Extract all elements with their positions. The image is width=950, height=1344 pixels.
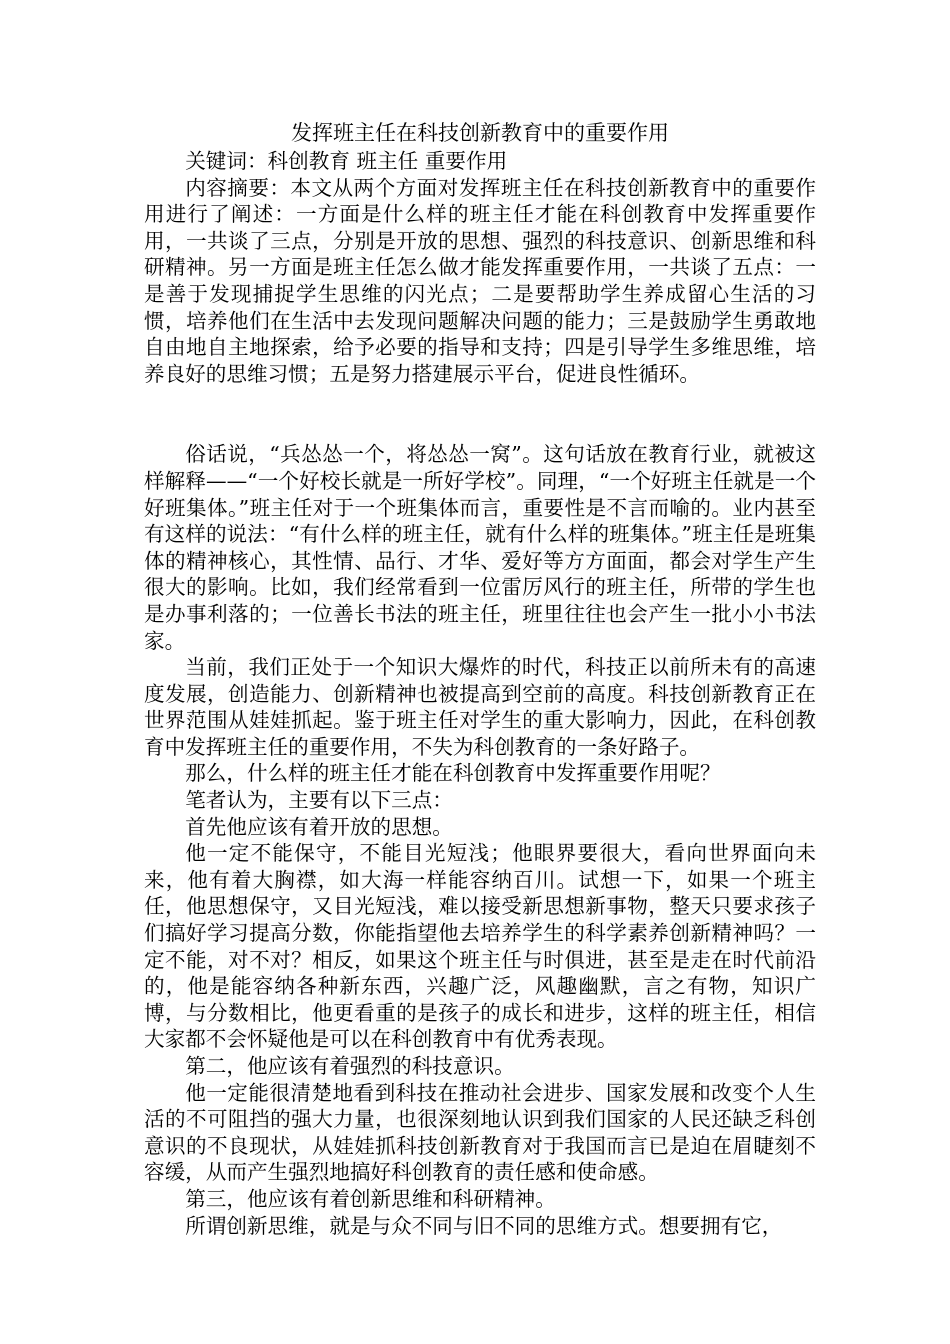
body-paragraph: 首先他应该有着开放的思想。: [185, 814, 453, 839]
body-paragraph: 他一定不能保守，不能目光短浅；他眼界要很大，看向世界面向未来，他有着大胸襟，如大海一样能容纳百川。试想一下，如果一个班主任，他思想保守，又目光短浅，难以接受新思想新事物，整天只要求孩子们搞好学习提高分数，你能指望他去培养学生的科学素养创新精神吗？一定不能，对不对？相反，如果这个班主任与时俱进，甚至是走在时代前沿的，他是能容纳各种新东西，兴趣广泛，风趣幽默，言之有物，知识广博，与分数相比，他更看重的是孩子的成长和进步，这样的班主任，相信大家都不会怀疑他是可以在科创教育中有优秀表现。: [144, 841, 816, 1052]
body-paragraph: 第二，他应该有着强烈的科技意识。: [185, 1054, 515, 1078]
body-paragraph: 那么，什么样的班主任才能在科创教育中发挥重要作用呢？: [185, 761, 721, 786]
body-paragraph: 笔者认为，主要有以下三点：: [185, 788, 453, 813]
abstract-paragraph: 内容摘要：本文从两个方面对发挥班主任在科技创新教育中的重要作用进行了阐述：一方面是什么样的班主任才能在科创教育中发挥重要作用，一共谈了三点，分别是开放的思想、强烈的科技意识、创新思维和科研精神。另一方面是班主任怎么做才能发挥重要作用，一共谈了五点：一是善于发现捕捉学生思维的闪光点；二是要帮助学生养成留心生活的习惯，培养他们在生活中去发现问题解决问题的能力；三是鼓励学生勇敢地自由地自主地探索，给予必要的指导和支持；四是引导学生多维思维，培养良好的思维习惯；五是努力搭建展示平台，促进良性循环。: [144, 175, 816, 386]
document-page: [144, 118, 816, 1239]
document-title: 发挥班主任在科技创新教育中的重要作用: [291, 121, 669, 145]
keywords-line: 关键词：科创教育 班主任 重要作用: [185, 149, 508, 173]
body-paragraph: 第三，他应该有着创新思维和科研精神。: [185, 1186, 556, 1211]
section-gap: [144, 387, 816, 441]
body-paragraph: 所谓创新思维，就是与众不同与旧不同的思维方式。想要拥有它，: [185, 1213, 783, 1238]
body-paragraph: 他一定能很清楚地看到科技在推动社会进步、国家发展和改变个人生活的不可阻挡的强大力量，也很深刻地认识到我们国家的人民还缺乏科创意识的不良现状，从娃娃抓科技创新教育对于我国而言已是迫在眉睫刻不容缓，从而产生强烈地搞好科创教育的责任感和使命感。: [144, 1080, 816, 1185]
body-paragraph: 俗话说，“兵怂怂一个，将怂怂一窝”。这句话放在教育行业，就被这样解释——“一个好校长就是一所好学校”。同理，“一个好班主任就是一个好班集体。”班主任对于一个班集体而言，重要性是不言而喻的。业内甚至有这样的说法：“有什么样的班主任，就有什么样的班集体。”班主任是班集体的精神核心，其性情、品行、才华、爱好等方方面面，都会对学生产生很大的影响。比如，我们经常看到一位雷厉风行的班主任，所带的学生也是办事利落的；一位善长书法的班主任，班里往往也会产生一批小小书法家。: [144, 442, 816, 653]
body-paragraph: 当前，我们正处于一个知识大爆炸的时代，科技正以前所未有的高速度发展，创造能力、创新精神也被提高到空前的高度。科技创新教育正在世界范围从娃娃抓起。鉴于班主任对学生的重大影响力，因此，在科创教育中发挥班主任的重要作用，不失为科创教育的一条好路子。: [144, 655, 816, 759]
